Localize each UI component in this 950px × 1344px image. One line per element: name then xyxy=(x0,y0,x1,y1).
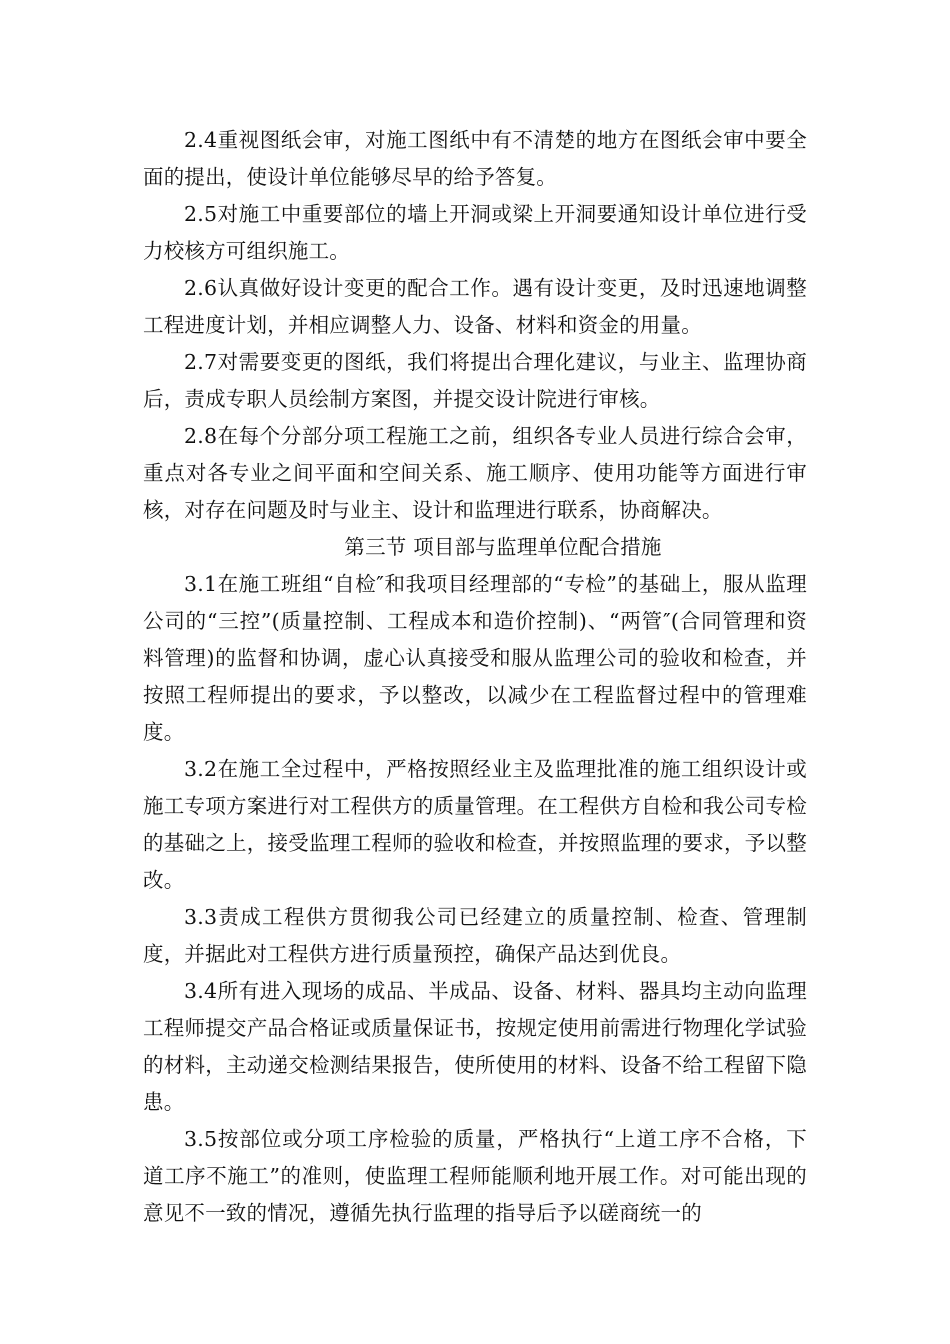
paragraph-2-7: 2.7对需要变更的图纸，我们将提出合理化建议，与业主、监理协商后，责成专职人员绘制方案图，并提交设计院进行审核。 xyxy=(143,350,807,411)
paragraph-3-3: 3.3责成工程供方贯彻我公司已经建立的质量控制、检查、管理制度，并据此对工程供方进行质量预控，确保产品达到优良。 xyxy=(143,905,807,966)
paragraph-2-5: 2.5对施工中重要部位的墙上开洞或梁上开洞要通知设计单位进行受力校核方可组织施工。 xyxy=(143,202,807,263)
paragraph-2-8: 2.8在每个分部分项工程施工之前，组织各专业人员进行综合会审，重点对各专业之间平面和空间关系、施工顺序、使用功能等方面进行审核，对存在问题及时与业主、设计和监理进行联系，协商解决。 xyxy=(143,424,807,522)
document-body xyxy=(143,122,807,1232)
paragraph-2-6: 2.6认真做好设计变更的配合工作。遇有设计变更，及时迅速地调整工程进度计划，并相应调整人力、设备、材料和资金的用量。 xyxy=(143,276,807,337)
paragraph-2-4: 2.4重视图纸会审，对施工图纸中有不清楚的地方在图纸会审中要全面的提出，使设计单位能够尽早的给予答复。 xyxy=(143,128,807,189)
paragraph-3-1: 3.1在施工班组“自检″和我项目经理部的“专检”的基础上，服从监理公司的“三控”(质量控制、工程成本和造价控制)、“两管″(合同管理和资料管理)的监督和协调，虚心认真接受和服从监理公司的验收和检查，并按照工程师提出的要求，予以整改，以减少在工程监督过程中的管理难度。 xyxy=(143,572,807,744)
paragraph-3-4: 3.4所有进入现场的成品、半成品、设备、材料、器具均主动向监理工程师提交产品合格证或质量保证书，按规定使用前需进行物理化学试验的材料，主动递交检测结果报告，使所使用的材料、设备不给工程留下隐患。 xyxy=(143,979,807,1114)
paragraph-3-2: 3.2在施工全过程中，严格按照经业主及监理批准的施工组织设计或施工专项方案进行对工程供方的质量管理。在工程供方自检和我公司专检的基础之上，接受监理工程师的验收和检查，并按照监理的要求，予以整改。 xyxy=(143,757,807,892)
section-heading: 第三节 项目部与监理单位配合措施 xyxy=(344,535,662,559)
paragraph-3-5: 3.5按部位或分项工序检验的质量，严格执行“上道工序不合格，下道工序不施工”的准则，使监理工程师能顺利地开展工作。对可能出现的意见不一致的情况，遵循先执行监理的指导后予以磋商统一的 xyxy=(143,1127,807,1225)
